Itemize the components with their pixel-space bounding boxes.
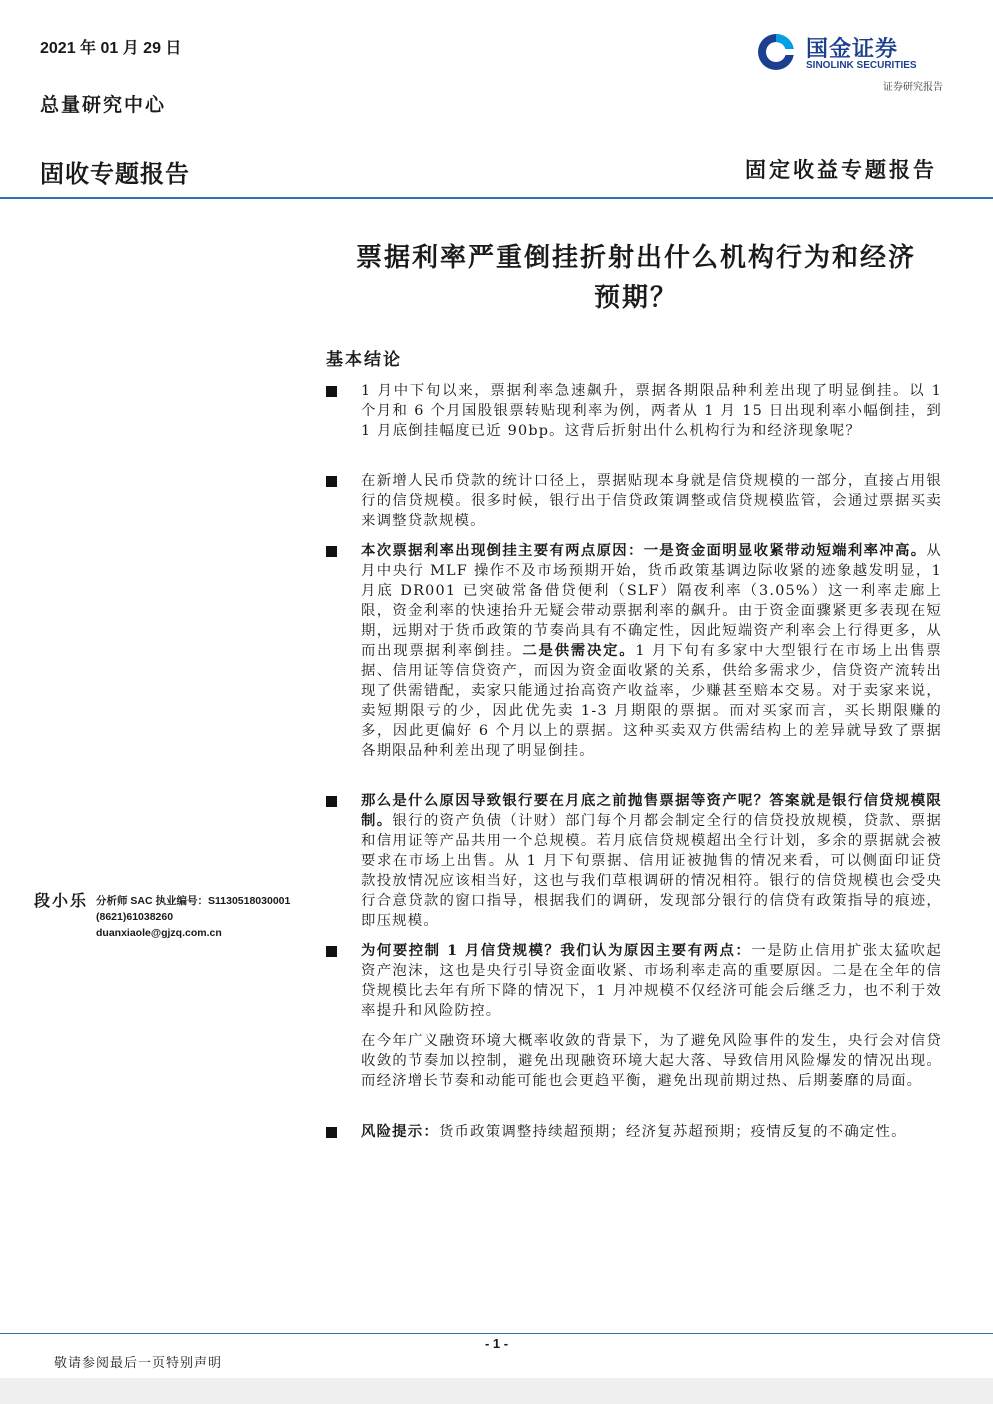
- report-type-right: 固定收益专题报告: [745, 157, 937, 182]
- paragraph-bold-lead: 风险提示：: [361, 1123, 439, 1140]
- bullet-marker: [326, 546, 337, 557]
- paragraph-text: 在新增人民币贷款的统计口径上，票据贴现本身就是信贷规模的一部分，直接占用银行的信贷规模。很多时候，银行出于信贷政策调整或信贷规模监管，会通过票据买卖来调整贷款规模。: [361, 473, 942, 529]
- paragraph-bold-lead: 本次票据利率出现倒挂主要有两点原因：一是资金面明显收紧带动短端利率冲高。: [361, 542, 927, 559]
- paragraph-bold-lead: 为何要控制 1 月信贷规模？我们认为原因主要有两点：: [361, 942, 752, 959]
- paragraph-text: 1 月中下旬以来，票据利率急速飙升，票据各期限品种利差出现了明显倒挂。以 1 个月和 6 个月国股银票转贴现利率为例，两者从 1 月 15 日出现利率小幅倒挂，到 1 月底倒挂幅度已近 90bp。这背后折射出什么机构行为和经济现象呢？: [361, 383, 942, 439]
- paragraph-text: 一是防止信用扩张太猛吹起资产泡沫，这也是央行引导资金面收紧、市场利率走高的重要原因。二是在全年的信贷规模比去年有所下降的情况下，1 月冲规模不仅经济可能会后继乏力，也不利于效率提升和风险防控。: [361, 943, 942, 1019]
- logo-name-cn: 国金证券: [806, 37, 899, 62]
- disclaimer-text: 敬请参阅最后一页特别声明: [54, 1356, 223, 1371]
- section-heading: 基本结论: [326, 350, 402, 370]
- author-name: 段小乐: [34, 891, 89, 910]
- conclusion-paragraph-6: [361, 1031, 942, 1091]
- logo-name-en: SINOLINK SECURITIES: [806, 60, 917, 71]
- bullet-marker: [326, 796, 337, 807]
- risk-warning-paragraph: [361, 1122, 942, 1142]
- paragraph-bold-lead: 那么是什么原因导致银行要在月底之前抛售票据等资产呢？答案就是银行信贷规模限制。: [361, 792, 942, 829]
- bullet-marker: [326, 946, 337, 957]
- sinolink-logo-icon: [756, 32, 796, 72]
- conclusion-paragraph-1: [361, 381, 942, 441]
- bullet-marker: [326, 1127, 337, 1138]
- conclusion-paragraph-5: [361, 941, 942, 1021]
- company-logo: [756, 30, 944, 76]
- report-title: [326, 238, 946, 318]
- paragraph-text: 货币政策调整持续超预期；经济复苏超预期；疫情反复的不确定性。: [438, 1124, 907, 1140]
- research-center: 总量研究中心: [40, 94, 167, 116]
- report-type-left: 固收专题报告: [40, 160, 190, 188]
- title-line-1: 票据利率严重倒挂折射出什么机构行为和经济: [355, 243, 916, 273]
- logo-subtitle: 证券研究报告: [883, 82, 943, 93]
- paragraph-bold-inline: 二是供需决定。: [522, 642, 636, 659]
- bullet-marker: [326, 476, 337, 487]
- page-number: - 1 -: [484, 1336, 509, 1351]
- header-divider: [0, 197, 993, 199]
- author-email[interactable]: duanxiaole@gjzq.com.cn: [96, 927, 222, 939]
- conclusion-paragraph-3: [361, 541, 942, 761]
- report-date: 2021 年 01 月 29 日: [40, 40, 182, 57]
- title-line-2: 预期？: [593, 283, 678, 313]
- author-phone: (8621)61038260: [96, 911, 174, 923]
- bottom-band: [0, 1378, 993, 1404]
- paragraph-text: 从月中央行 MLF 操作不及市场预期开始，货币政策基调边际收紧的迹象越发明显，1 月底 DR001 已突破常备借贷便利（SLF）隔夜利率（3.05%）这一利率走廊上限，资金利率的快速抬升无疑会带动票据利率的飙升。由于资金面骤紧更多表现在短期，远期对于货币政策的节奏尚具有不确定性，因此短端资产利率会上行得更多，从而出现票据利率倒挂。: [361, 543, 942, 659]
- footer-divider: [0, 1333, 993, 1334]
- author-info: [96, 893, 290, 941]
- conclusion-paragraph-4: [361, 791, 942, 931]
- author-cert: 分析师 SAC 执业编号：S1130518030001: [96, 895, 291, 907]
- bullet-marker: [326, 386, 337, 397]
- paragraph-text-continued: 1 月下旬有多家中大型银行在市场上出售票据、信用证等信贷资产，而因为资金面收紧的关系，供给多需求少，信贷资产流转出现了供需错配，卖家只能通过抬高资产收益率，少赚甚至赔本交易。对于卖家来说，卖短期限亏的少，因此优先卖 1-3 月期限的票据。而对买家而言，买长期限赚的多，因此更偏好 6 个月以上的票据。这种买卖双方供需结构上的差异就导致了票据各期限品种利差出现了明显倒挂。: [361, 643, 942, 759]
- paragraph-text: 银行的资产负债（计财）部门每个月都会制定全行的信贷投放规模，贷款、票据和信用证等产品共用一个总规模。若月底信贷规模超出全行计划，多余的票据就会被要求在市场上出售。从 1 月下旬票据、信用证被抛售的情况来看，可以侧面印证贷款投放情况应该相当好，这也与我们草根调研的情况相符。银行的信贷规模也会受央行合意贷款的窗口指导，根据我们的调研，发现部分银行的信贷有政策指导的痕迹，即压规模。: [361, 813, 942, 929]
- paragraph-text: 在今年广义融资环境大概率收敛的背景下，为了避免风险事件的发生，央行会对信贷收敛的节奏加以控制，避免出现融资环境大起大落、导致信用风险爆发的情况出现。而经济增长节奏和动能可能也会更趋平衡，避免出现前期过热、后期萎靡的局面。: [361, 1033, 942, 1089]
- conclusion-paragraph-2: [361, 471, 942, 531]
